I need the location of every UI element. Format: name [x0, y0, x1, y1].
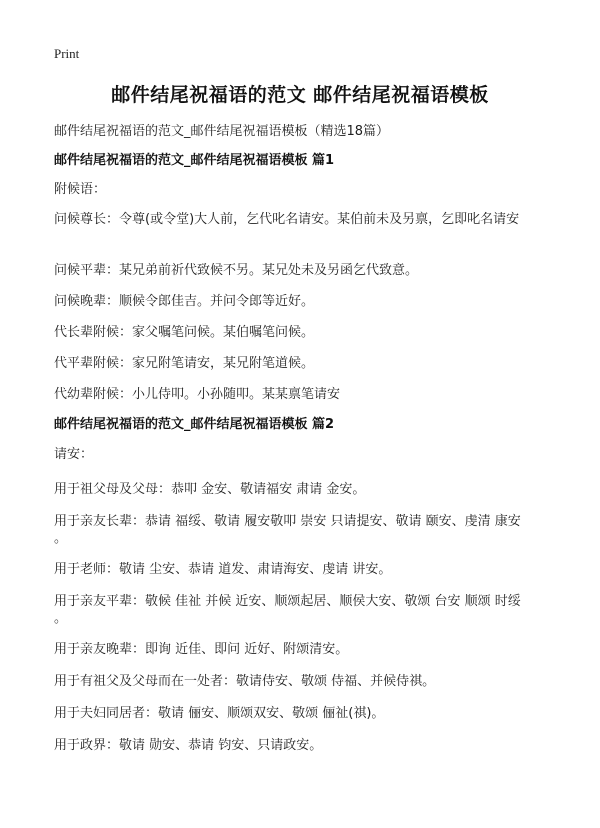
print-label: Print — [54, 46, 80, 61]
page-title: 邮件结尾祝福语的范文 邮件结尾祝福语模板 — [111, 84, 489, 106]
paragraph: 用于有祖父及父母而在一处者：敬请侍安、敬颂 侍福、并候侍祺。 — [54, 674, 436, 689]
paragraph: 附候语： — [54, 182, 107, 197]
paragraph: 用于政界：敬请 勋安、恭请 钧安、只请政安。 — [54, 738, 323, 753]
paragraph: 用于亲友长辈：恭请 福绥、敬请 履安敬叩 崇安 只请提安、敬请 颐安、虔清 康安 — [54, 514, 521, 529]
paragraph: 问候晚辈：顺候令郎佳吉。并问令郎等近好。 — [54, 294, 315, 309]
paragraph: 问候尊长：令尊(或令堂)大人前，乞代叱名请安。某伯前未及另禀，乞即叱名请安 — [54, 212, 520, 227]
section-heading-1: 邮件结尾祝福语的范文_邮件结尾祝福语模板 篇1 — [54, 153, 335, 168]
paragraph: 代平辈附候：家兄附笔请安，某兄附笔道候。 — [54, 356, 315, 371]
subtitle: 邮件结尾祝福语的范文_邮件结尾祝福语模板（精选18篇） — [54, 124, 390, 139]
section-heading-2: 邮件结尾祝福语的范文_邮件结尾祝福语模板 篇2 — [54, 417, 335, 432]
paragraph: 用于老师：敬请 尘安、恭请 道发、肃请海安、虔请 讲安。 — [54, 562, 392, 577]
paragraph: 用于亲友晚辈：即询 近佳、即问 近好、附颂清安。 — [54, 642, 349, 657]
paragraph-continuation: 。 — [54, 531, 68, 546]
paragraph: 代幼辈附候：小儿侍叩。小孙随叩。某某禀笔请安 — [54, 387, 341, 402]
paragraph: 用于夫妇同居者：敬请 俪安、顺颂双安、敬颂 俪祉(祺)。 — [54, 706, 385, 721]
paragraph: 用于祖父母及父母：恭叩 金安、敬请福安 肃请 金安。 — [54, 482, 366, 497]
paragraph: 代长辈附候：家父嘱笔问候。某伯嘱笔问候。 — [54, 325, 315, 340]
paragraph: 请安： — [54, 447, 94, 462]
paragraph: 用于亲友平辈：敬候 佳祉 并候 近安、顺颂起居、顺侯大安、敬颂 台安 顺颂 时绥 — [54, 594, 521, 609]
paragraph: 问候平辈：某兄弟前祈代致候不另。某兄处未及另函乞代致意。 — [54, 263, 419, 278]
paragraph-continuation: 。 — [54, 611, 68, 626]
